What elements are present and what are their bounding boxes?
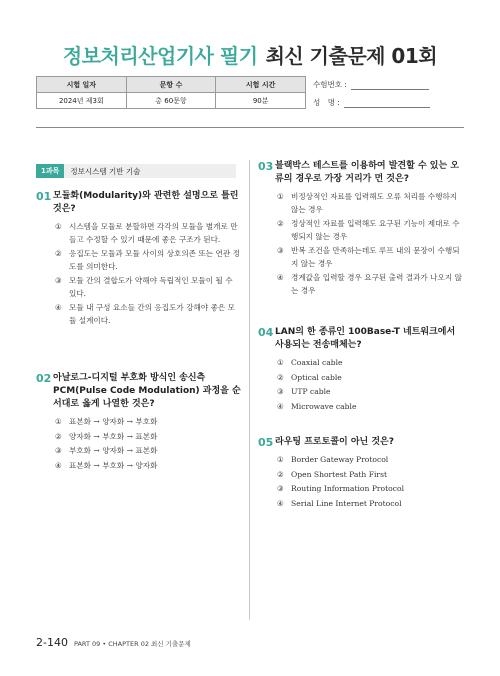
option-3[interactable] [258, 245, 462, 270]
candidate-number-label: 수험번호 : [313, 80, 347, 89]
option-mark: ① [55, 417, 62, 426]
option-mark: ② [277, 219, 284, 228]
header-divider [36, 127, 464, 128]
option-text: 비정상적인 자료를 입력해도 오류 처리를 수행하지 않는 경우 [291, 192, 458, 214]
option-mark: ③ [277, 484, 284, 493]
option-3[interactable] [258, 483, 462, 496]
title-sub: 최신 기출문제 01회 [265, 44, 438, 68]
option-mark: ② [277, 469, 284, 479]
option-2[interactable] [36, 431, 241, 444]
option-text: 양자화 → 부호화 → 표본화 [69, 431, 158, 441]
option-mark: ② [55, 431, 62, 441]
option-text: Coaxial cable [291, 358, 343, 367]
option-mark: ④ [55, 303, 62, 312]
info-header-count: 문항 수 [126, 77, 216, 93]
option-list [36, 221, 241, 327]
option-mark: ③ [277, 387, 284, 396]
option-3[interactable] [258, 386, 462, 399]
candidate-name-line [344, 99, 430, 108]
column-divider [249, 160, 250, 620]
option-mark: ④ [277, 401, 284, 411]
option-3[interactable] [36, 275, 241, 300]
option-mark: ① [277, 358, 284, 367]
option-4[interactable] [258, 498, 462, 511]
title-main: 정보처리산업기사 필기 [62, 44, 258, 68]
option-2[interactable] [258, 469, 462, 482]
option-mark: ② [277, 372, 284, 382]
question-text: 모듈화(Modularity)와 관련한 설명으로 틀린 것은? [53, 191, 239, 214]
option-list [36, 416, 241, 472]
candidate-name-label: 성 명 : [313, 98, 340, 107]
option-list [258, 191, 462, 297]
question-01 [36, 190, 241, 329]
candidate-number-field[interactable] [313, 79, 429, 90]
option-4[interactable] [36, 460, 241, 473]
option-text: 모듈 내 구성 요소들 간의 응집도가 강해야 좋은 모듈 설계이다. [69, 303, 236, 325]
option-mark: ② [55, 249, 62, 258]
question-03 [258, 160, 462, 299]
question-04 [258, 326, 462, 415]
option-mark: ③ [55, 276, 62, 285]
info-header-time: 시험 시간 [216, 77, 306, 93]
option-1[interactable] [258, 357, 462, 370]
option-1[interactable] [36, 416, 241, 429]
question-number: 02 [36, 372, 52, 385]
question-05 [258, 436, 462, 512]
option-list [258, 357, 462, 413]
question-number: 01 [36, 190, 52, 203]
question-text: 블랙박스 테스트를 이용하여 발견할 수 있는 오류의 경우로 가장 거리가 먼 것은? [275, 161, 459, 184]
option-mark: ③ [277, 246, 284, 255]
exam-info-table [36, 76, 306, 109]
info-value-date: 2024년 제3회 [37, 93, 127, 109]
option-1[interactable] [258, 191, 462, 216]
page-title [0, 40, 500, 69]
question-text: LAN의 한 종류인 100Base-T 네트워크에서 사용되는 전송매체는? [275, 327, 456, 350]
subject-name: 정보시스템 기반 기술 [70, 166, 141, 176]
info-value-count: 총 60문항 [126, 93, 216, 109]
option-text: 시스템을 모듈로 분할하면 각각의 모듈을 별개로 만들고 수정할 수 있기 때문에 좋은 구조가 된다. [69, 222, 238, 244]
option-text: Serial Line Internet Protocol [291, 498, 402, 508]
option-2[interactable] [258, 218, 462, 243]
option-mark: ④ [277, 273, 284, 282]
question-text: 아날로그-디지털 부호화 방식인 송신측 PCM(Pulse Code Modulation) 과정을 순서대로 옳게 나열한 것은? [53, 373, 241, 409]
option-mark: ① [55, 222, 62, 231]
option-text: 표본화 → 부호화 → 양자화 [69, 460, 158, 470]
option-text: 정상적인 자료를 입력해도 요구된 기능이 제대로 수행되지 않는 경우 [291, 219, 460, 241]
page-footer [36, 636, 191, 649]
info-value-time: 90분 [216, 93, 306, 109]
option-text: 경계값을 입력할 경우 요구된 출력 결과가 나오지 않는 경우 [291, 273, 462, 295]
option-text: Routing Information Protocol [291, 484, 405, 493]
question-number: 03 [258, 160, 274, 173]
option-4[interactable] [36, 302, 241, 327]
option-1[interactable] [36, 221, 241, 246]
option-3[interactable] [36, 445, 241, 458]
option-4[interactable] [258, 272, 462, 297]
option-mark: ① [277, 192, 284, 201]
subject-badge: 1과목 [36, 164, 64, 178]
question-text: 라우팅 프로토콜이 아닌 것은? [275, 437, 394, 447]
option-text: Border Gateway Protocol [291, 455, 389, 464]
option-2[interactable] [258, 372, 462, 385]
option-text: Open Shortest Path First [291, 469, 388, 479]
option-1[interactable] [258, 454, 462, 467]
option-text: 표본화 → 양자화 → 부호화 [69, 417, 158, 426]
option-4[interactable] [258, 401, 462, 414]
option-text: Microwave cable [291, 401, 357, 411]
option-2[interactable] [36, 248, 241, 273]
option-mark: ③ [55, 446, 62, 455]
candidate-name-field[interactable] [313, 97, 430, 108]
subject-bar [36, 164, 236, 178]
candidate-number-line [351, 81, 429, 90]
question-02 [36, 372, 241, 474]
option-text: 반복 조건을 만족하는데도 루프 내의 문장이 수행되지 않는 경우 [291, 246, 460, 268]
page-number: 2-140 [36, 636, 68, 649]
question-number: 04 [258, 326, 274, 339]
option-text: 모듈 간의 결합도가 약해야 독립적인 모듈이 될 수 있다. [69, 276, 233, 298]
option-text: Optical cable [291, 372, 342, 382]
question-number: 05 [258, 436, 274, 449]
option-text: UTP cable [291, 387, 331, 396]
option-text: 부호화 → 양자화 → 표본화 [69, 446, 158, 455]
chapter-label: PART 09 • CHAPTER 02 최신 기출문제 [73, 640, 191, 648]
option-mark: ① [277, 455, 284, 464]
option-list [258, 454, 462, 510]
option-mark: ④ [277, 498, 284, 508]
info-header-date: 시험 일자 [37, 77, 127, 93]
option-mark: ④ [55, 460, 62, 470]
option-text: 응집도는 모듈과 모듈 사이의 상호의존 또는 연관 정도를 의미한다. [69, 249, 240, 271]
